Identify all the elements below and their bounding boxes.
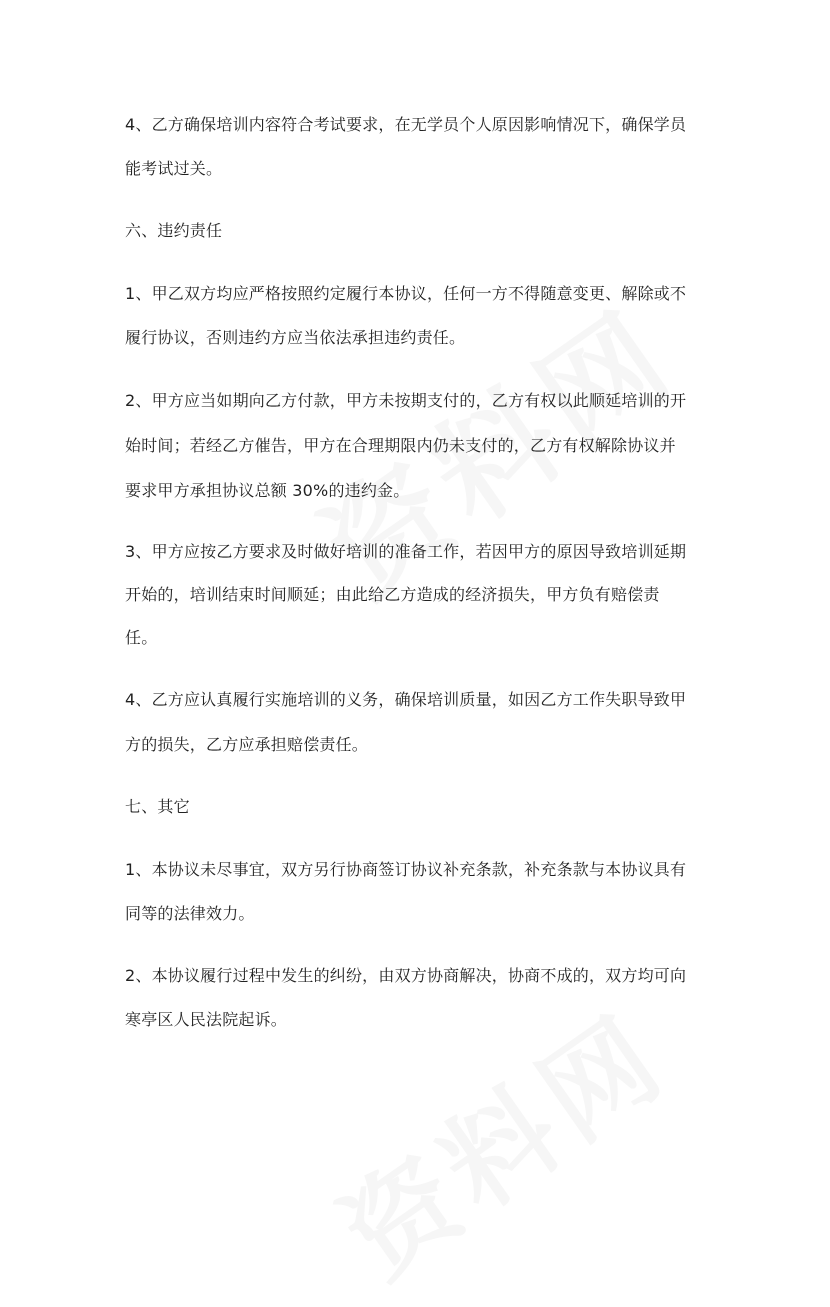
clause-6-2-line-2: 始时间；若经乙方催告，甲方在合理期限内仍未支付的，乙方有权解除协议并	[125, 436, 676, 455]
clause-6-4-line-1: 4、乙方应认真履行实施培训的义务，确保培训质量，如因乙方工作失职导致甲	[125, 690, 687, 709]
clause-5-4-line-2: 能考试过关。	[125, 159, 223, 178]
section-heading-breach: 六、违约责任	[125, 221, 223, 240]
clause-6-3-line-3: 任。	[125, 628, 158, 647]
clause-7-2-line-2: 寒亭区人民法院起诉。	[125, 1010, 288, 1029]
clause-6-1-line-1: 1、甲乙双方均应严格按照约定履行本协议，任何一方不得随意变更、解除或不	[125, 284, 687, 303]
clause-7-1-line-2: 同等的法律效力。	[125, 904, 255, 923]
clause-7-1-line-1: 1、本协议未尽事宜，双方另行协商签订协议补充条款，补充条款与本协议具有	[125, 860, 687, 879]
clause-6-2-line-1: 2、甲方应当如期向乙方付款，甲方未按期支付的，乙方有权以此顺延培训的开	[125, 391, 687, 410]
section-heading-other: 七、其它	[125, 797, 190, 816]
clause-5-4-line-1: 4、乙方确保培训内容符合考试要求，在无学员个人原因影响情况下，确保学员	[125, 115, 687, 134]
clause-6-4-line-2: 方的损失，乙方应承担赔偿责任。	[125, 735, 369, 754]
clause-6-1-line-2: 履行协议，否则违约方应当依法承担违约责任。	[125, 328, 466, 347]
clause-6-3-line-2: 开始的，培训结束时间顺延；由此给乙方造成的经济损失，甲方负有赔偿责	[125, 585, 660, 604]
clause-6-2-line-3: 要求甲方承担协议总额 30%的违约金。	[125, 481, 410, 500]
clause-7-2-line-1: 2、本协议履行过程中发生的纠纷，由双方协商解决，协商不成的，双方均可向	[125, 966, 687, 985]
clause-6-3-line-1: 3、甲方应按乙方要求及时做好培训的准备工作，若因甲方的原因导致培训延期	[125, 542, 687, 561]
